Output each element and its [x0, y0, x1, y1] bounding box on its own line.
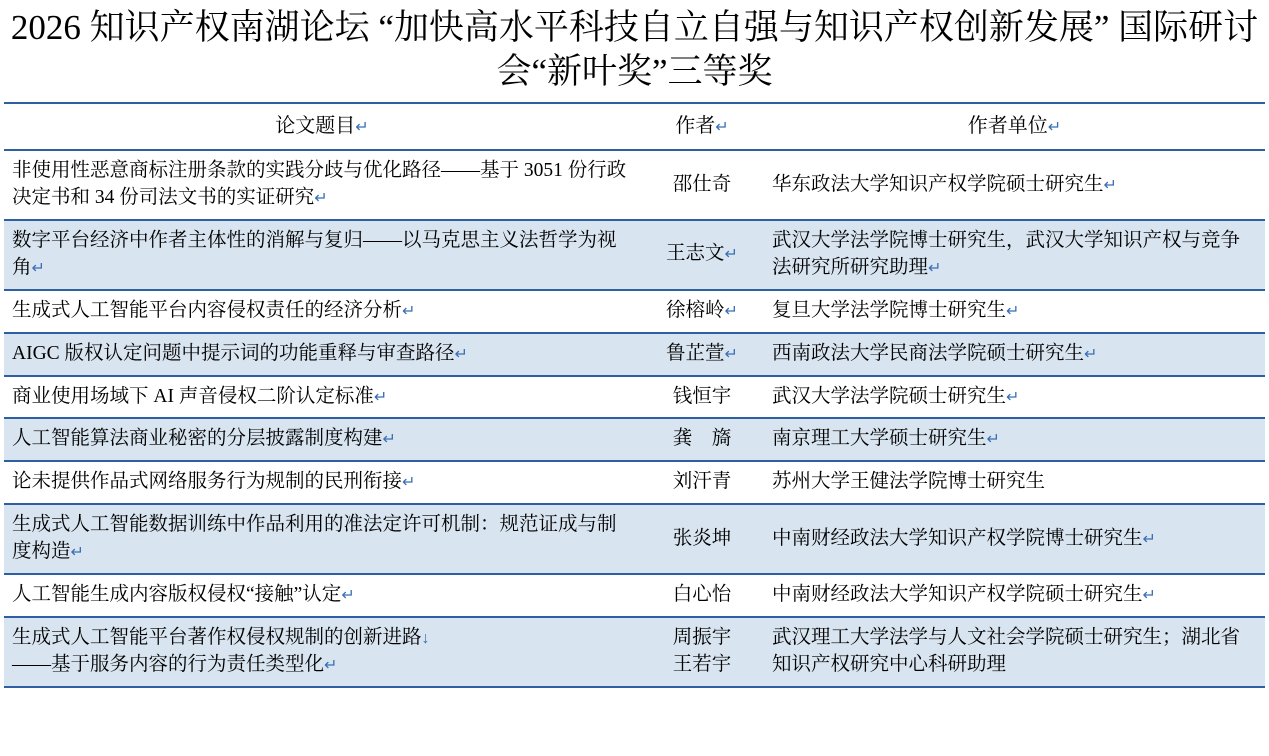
paragraph-mark-icon: ↵ [1142, 587, 1156, 605]
author-organization: 华东政法大学知识产权学院硕士研究生↵ [764, 150, 1265, 220]
paper-title: 人工智能算法商业秘密的分层披露制度构建↵ [4, 418, 640, 461]
author-organization: 苏州大学王健法学院博士研究生 [764, 461, 1265, 504]
paragraph-mark-icon: ↵ [986, 431, 1000, 449]
author-organization: 武汉大学法学院博士研究生，武汉大学知识产权与竞争法研究所研究助理↵ [764, 220, 1265, 290]
table-row [4, 617, 1265, 687]
paper-title-line-2: ——基于服务内容的行为责任类型化↵ [12, 653, 338, 675]
author-organization: 中南财经政法大学知识产权学院硕士研究生↵ [764, 574, 1265, 617]
line-break-mark-icon: ↓ [421, 629, 430, 647]
paper-title: 数字平台经济中作者主体性的消解与复归——以马克思主义法哲学为视角↵ [4, 220, 640, 290]
author-organization: 武汉大学法学院硕士研究生↵ [764, 376, 1265, 419]
paragraph-mark-icon: ↵ [314, 190, 328, 207]
paper-author: 徐榕岭↵ [640, 290, 764, 333]
paragraph-mark-icon: ↵ [1006, 388, 1020, 406]
paragraph-mark-icon: ↵ [724, 345, 738, 363]
author-organization: 中南财经政法大学知识产权学院博士研究生↵ [764, 504, 1265, 574]
paper-author: 刘汗青 [640, 461, 764, 504]
paragraph-mark-icon: ↵ [70, 544, 84, 562]
table-row [4, 504, 1265, 574]
paper-author: 张炎坤 [640, 504, 764, 574]
paragraph-mark-icon: ↵ [324, 656, 338, 674]
paper-author: 王志文↵ [640, 220, 764, 290]
paragraph-mark-icon: ↵ [715, 118, 729, 136]
page-title: 2026 知识产权南湖论坛 “加快高水平科技自立自强与知识产权创新发展” 国际研讨会“新叶奖”三等奖 [10, 8, 1259, 91]
paper-author: 钱恒宇 [640, 376, 764, 419]
paragraph-mark-icon: ↵ [355, 118, 369, 136]
paper-author: 龚 旖 [640, 418, 764, 461]
paragraph-mark-icon: ↵ [1006, 302, 1020, 320]
column-header-author: 作者↵ [640, 103, 764, 151]
paragraph-mark-icon: ↵ [1047, 118, 1062, 136]
table-row [4, 574, 1265, 617]
paper-author: 白心怡 [640, 574, 764, 617]
paper-title: 生成式人工智能平台内容侵权责任的经济分析↵ [4, 290, 640, 333]
paragraph-mark-icon: ↵ [1103, 176, 1117, 194]
paper-title-line-1: 生成式人工智能平台著作权侵权规制的创新进路↓ [12, 626, 430, 648]
table-row [4, 150, 1265, 220]
paper-title [4, 617, 640, 687]
author-organization: 南京理工大学硕士研究生↵ [764, 418, 1265, 461]
table-row [4, 333, 1265, 376]
paper-author: 邵仕奇 [640, 150, 764, 220]
table-row [4, 461, 1265, 504]
paragraph-mark-icon: ↵ [724, 246, 738, 264]
paragraph-mark-icon: ↵ [724, 302, 738, 320]
paragraph-mark-icon: ↵ [1084, 345, 1098, 363]
paragraph-mark-icon: ↵ [373, 388, 388, 406]
column-header-title: 论文题目↵ [4, 103, 640, 151]
paper-title: 非使用性恶意商标注册条款的实践分歧与优化路径——基于 3051 份行政决定书和 34 份司法文书的实证研究↵ [4, 150, 640, 220]
paper-title: 生成式人工智能数据训练中作品利用的准法定许可机制：规范证成与制度构造↵ [4, 504, 640, 574]
paragraph-mark-icon: ↵ [1142, 530, 1156, 548]
paper-title: 论未提供作品式网络服务行为规制的民刑衔接↵ [4, 461, 640, 504]
paper-title: 人工智能生成内容版权侵权“接触”认定↵ [4, 574, 640, 617]
paper-title: AIGC 版权认定问题中提示词的功能重释与审查路径↵ [4, 333, 640, 376]
paragraph-mark-icon: ↵ [454, 345, 468, 363]
paper-author: 鲁芷萱↵ [640, 333, 764, 376]
column-header-org: 作者单位↵ [764, 103, 1265, 151]
table-row [4, 290, 1265, 333]
paper-author-line-2: 王若宇 [672, 653, 732, 675]
paragraph-mark-icon: ↵ [402, 474, 416, 492]
paragraph-mark-icon: ↵ [928, 259, 942, 277]
author-organization: 武汉理工大学法学与人文社会学院硕士研究生；湖北省知识产权研究中心科研助理 [764, 617, 1265, 687]
paper-author [640, 617, 764, 687]
author-organization: 复旦大学法学院博士研究生↵ [764, 290, 1265, 333]
paper-author-line-1: 周振宇 [672, 627, 732, 649]
table-row [4, 376, 1265, 419]
author-organization: 西南政法大学民商法学院硕士研究生↵ [764, 333, 1265, 376]
paragraph-mark-icon: ↵ [382, 431, 396, 449]
paragraph-mark-icon: ↵ [402, 302, 416, 320]
table-header-row [4, 103, 1265, 151]
paragraph-mark-icon: ↵ [31, 259, 45, 277]
paper-title: 商业使用场域下 AI 声音侵权二阶认定标准↵ [4, 376, 640, 419]
table-row [4, 220, 1265, 290]
table-row [4, 418, 1265, 461]
award-table [4, 102, 1265, 688]
paragraph-mark-icon: ↵ [341, 587, 355, 605]
